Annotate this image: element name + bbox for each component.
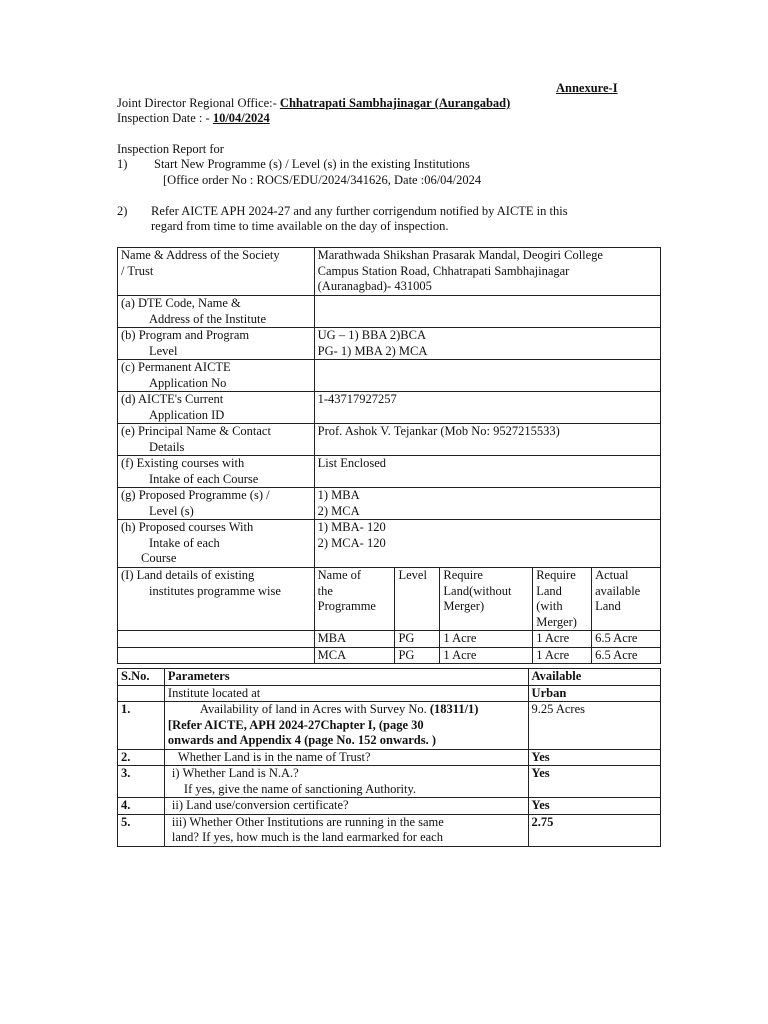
row-h-value: 1) MBA- 120 2) MCA- 120 [314, 520, 660, 568]
society-value: Marathwada Shikshan Prasarak Mandal, Deogiri College Campus Station Road, Chhatrapati Sambhajinagar (Auranagbad)- 431005 [314, 248, 660, 296]
land-actual-cell: 6.5 Acre [592, 647, 661, 664]
land-programme-cell: MCA [314, 647, 395, 664]
table-row [118, 520, 661, 568]
land-header-with-merger: Require Land (with Merger) [533, 568, 592, 631]
row-a-label: (a) DTE Code, Name & Address of the Institute [118, 296, 315, 328]
row-b-value: UG – 1) BBA 2)BCA PG- 1) MBA 2) MCA [314, 328, 660, 360]
land-with-cell: 1 Acre [533, 647, 592, 664]
table-row [118, 631, 661, 648]
parameter-cell: i) Whether Land is N.A.? If yes, give the name of sanctioning Authority. [164, 766, 528, 798]
row-c-label: (c) Permanent AICTE Application No [118, 360, 315, 392]
row-a-value [314, 296, 660, 328]
row-e-value: Prof. Ashok V. Tejankar (Mob No: 9527215533) [314, 424, 660, 456]
table-row [118, 488, 661, 520]
report-title: Inspection Report for [117, 142, 224, 156]
table-row [118, 296, 661, 328]
row-f-value: List Enclosed [314, 456, 660, 488]
value-cell: Yes [528, 766, 660, 798]
institute-details-table [117, 247, 661, 664]
item1-number: 1) [117, 157, 128, 171]
table-row [118, 814, 661, 846]
annexure-label: Annexure-I [556, 81, 618, 95]
row-b-label: (b) Program and Program Level [118, 328, 315, 360]
header-available: Available [528, 669, 660, 686]
header-sno: S.No. [118, 669, 165, 686]
office-line [117, 96, 510, 112]
land-without-cell: 1 Acre [440, 647, 533, 664]
row-e-label: (e) Principal Name & Contact Details [118, 424, 315, 456]
land-header-without-merger: Require Land(without Merger) [440, 568, 533, 631]
land-row-spacer [118, 647, 315, 664]
date-label: Inspection Date : - [117, 111, 210, 125]
value-cell: Yes [528, 798, 660, 815]
land-level-cell: PG [395, 631, 440, 648]
row-g-value: 1) MBA 2) MCA [314, 488, 660, 520]
table-row [118, 798, 661, 815]
row-d-value: 1-43717927257 [314, 392, 660, 424]
header-parameters: Parameters [164, 669, 528, 686]
office-name: Chhatrapati Sambhajinagar (Aurangabad) [279, 96, 511, 110]
sno-cell: 1. [118, 702, 165, 750]
land-with-cell: 1 Acre [533, 631, 592, 648]
parameter-cell: Availability of land in Acres with Survey No. (18311/1) [Refer AICTE, APH 2024-27Chapter I, (page 30 onwards and Appendix 4 (page No. 152 onwards. ) [164, 702, 528, 750]
row-f-label: (f) Existing courses with Intake of each Course [118, 456, 315, 488]
land-header-level: Level [395, 568, 440, 631]
table-row [118, 392, 661, 424]
located-value: Urban [528, 685, 660, 702]
date-value: 10/04/2024 [212, 111, 270, 125]
parameter-cell: iii) Whether Other Institutions are running in the same land? If yes, how much is the land earmarked for each [164, 814, 528, 846]
parameter-cell: ii) Land use/conversion certificate? [164, 798, 528, 815]
table-row [118, 248, 661, 296]
row-d-label: (d) AICTE's Current Application ID [118, 392, 315, 424]
parameters-table [117, 668, 661, 847]
sno-cell: 4. [118, 798, 165, 815]
table-row [118, 456, 661, 488]
sno-cell: 5. [118, 814, 165, 846]
sno-cell: 2. [118, 749, 165, 766]
land-programme-cell: MBA [314, 631, 395, 648]
land-level-cell: PG [395, 647, 440, 664]
land-actual-cell: 6.5 Acre [592, 631, 661, 648]
sno-cell [118, 685, 165, 702]
row-h-label: (h) Proposed courses With Intake of each Course [118, 520, 315, 568]
table-row [118, 328, 661, 360]
society-label: Name & Address of the Society / Trust [118, 248, 315, 296]
office-label: Joint Director Regional Office:- [117, 96, 277, 110]
land-header-actual: Actual available Land [592, 568, 661, 631]
row-c-value [314, 360, 660, 392]
table-row [118, 647, 661, 664]
table-row [118, 669, 661, 686]
table-row [118, 360, 661, 392]
value-cell: Yes [528, 749, 660, 766]
sno-cell: 3. [118, 766, 165, 798]
land-details-label: (I) Land details of existing institutes programme wise [118, 568, 315, 631]
land-header-programme: Name of the Programme [314, 568, 395, 631]
row-g-label: (g) Proposed Programme (s) / Level (s) [118, 488, 315, 520]
item2-line1: Refer AICTE APH 2024-27 and any further corrigendum notified by AICTE in this [151, 204, 568, 218]
table-row [118, 749, 661, 766]
table-row [118, 702, 661, 750]
table-row [118, 424, 661, 456]
item1-office-order: [Office order No : ROCS/EDU/2024/341626, Date :06/04/2024 [163, 173, 482, 187]
table-row [118, 766, 661, 798]
table-row [118, 568, 661, 631]
land-without-cell: 1 Acre [440, 631, 533, 648]
parameter-cell: Whether Land is in the name of Trust? [164, 749, 528, 766]
inspection-date-line [117, 111, 270, 127]
value-cell: 2.75 [528, 814, 660, 846]
item2-line2: regard from time to time available on the day of inspection. [151, 219, 449, 233]
land-row-spacer [118, 631, 315, 648]
item1-text: Start New Programme (s) / Level (s) in the existing Institutions [154, 157, 470, 171]
value-cell: 9.25 Acres [528, 702, 660, 750]
located-label: Institute located at [164, 685, 528, 702]
item2-number: 2) [117, 204, 128, 218]
table-row [118, 685, 661, 702]
